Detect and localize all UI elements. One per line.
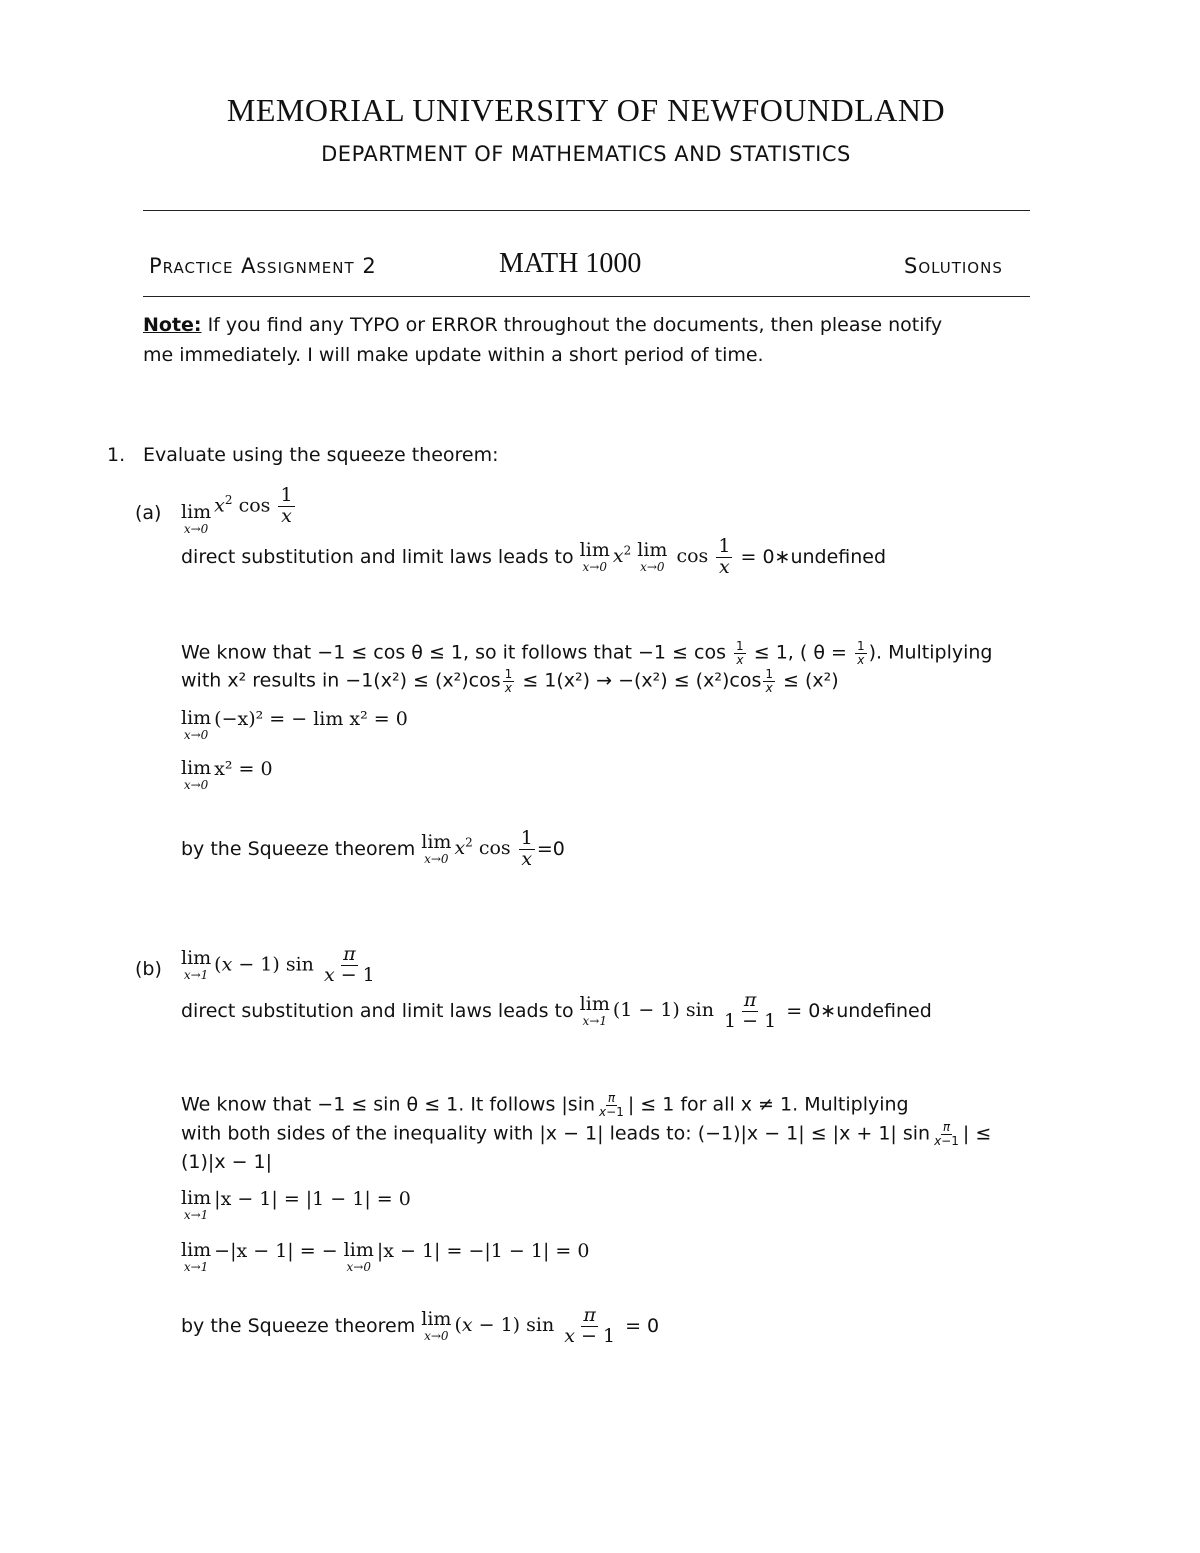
note-label: Note: [143,314,202,336]
department-title: DEPARTMENT OF MATHEMATICS AND STATISTICS [321,142,851,166]
part-b-squeeze-line: by the Squeeze theorem lim x→0 (x − 1) sin $\frac{\pi}{x - 1}$ = 0 [181,1304,660,1347]
assignment-label: Practice Assignment 2 [149,254,377,278]
part-a-know-line: We know that −1 ≤ cos θ ≤ 1, so it follows that −1 ≤ cos $\frac{1}{x}$ ≤ 1, ( θ = $\frac{1}{x}$ ). Multiplying [181,639,993,667]
part-b-mult-line-2: (1)|x − 1| [181,1151,273,1173]
note-line-2: me immediately. I will make update within a short period of time. [143,344,764,366]
q1-prompt: Evaluate using the squeeze theorem: [143,444,499,466]
part-b-mult-line: with both sides of the inequality with |x − 1| leads to: (−1)|x − 1| ≤ |x + 1| sin $\frac{\pi}{x-1}$ | ≤ [181,1120,992,1148]
part-b-squeeze-text: by the Squeeze theorem [181,1314,416,1337]
note-text-1: If you find any TYPO or ERROR throughout the documents, then please notify [207,314,943,336]
part-a-eq-1-text: (−x)² = − lim x² = 0 [214,708,408,730]
part-b-eq-1-text: |x − 1| = |1 − 1| = 0 [214,1188,411,1210]
part-b-direct-result: = 0∗undefined [786,999,932,1022]
part-a-direct-text: direct substitution and limit laws leads to [181,545,574,568]
part-a-squeeze-result: =0 [536,837,565,860]
bottom-rule [143,296,1030,297]
part-a-mult-text-3: ≤ (x²) [783,669,839,692]
part-a-mult-line: with x² results in −1(x²) ≤ (x²)cos $\frac{1}{x}$ ≤ 1(x²) → −(x²) ≤ (x²)cos $\frac{1}{x}$ ≤ (x²) [181,667,839,695]
part-a-mult-text-2: ≤ 1(x²) → −(x²) ≤ (x²)cos [522,669,762,692]
q1-number: 1. [107,444,126,466]
note-line-1 [143,314,942,336]
part-a-eq-1: lim x→0 (−x)² = − lim x² = 0 [181,707,408,742]
part-b-know-line: We know that −1 ≤ sin θ ≤ 1. It follows |sin $\frac{\pi}{x-1}$ | ≤ 1 for all x ≠ 1. Multiplying [181,1091,909,1119]
part-a-know-text-3: ). Multiplying [868,641,993,664]
part-b-know-text: We know that −1 ≤ sin θ ≤ 1. It follows |sin [181,1093,596,1116]
part-a-know-text: We know that −1 ≤ cos θ ≤ 1, so it follows that −1 ≤ cos [181,641,726,664]
part-a-eq-2: lim x→0 x² = 0 [181,757,273,792]
top-rule [143,210,1030,211]
part-b-eq-2: lim x→1 −|x − 1| = − lim x→0 |x − 1| = −|1 − 1| = 0 [181,1239,590,1274]
part-b-eq-2-text-b: |x − 1| = −|1 − 1| = 0 [376,1240,590,1262]
part-a-squeeze-text: by the Squeeze theorem [181,837,416,860]
part-b-mult-text-2: | ≤ [962,1122,992,1145]
part-b-mult-text: with both sides of the inequality with |x − 1| leads to: (−1)|x − 1| ≤ |x + 1| sin [181,1122,931,1145]
part-a-mult-text: with x² results in −1(x²) ≤ (x²)cos [181,669,501,692]
part-a-direct-result: = 0∗undefined [740,545,887,568]
part-b-label: (b) [135,958,162,980]
course-code: MATH 1000 [499,248,642,279]
university-title: MEMORIAL UNIVERSITY OF NEWFOUNDLAND [226,92,946,128]
part-b-expression: lim x→1 (x − 1) sin $\frac{\pi}{x - 1}$ [181,943,375,986]
part-b-eq-2-text-a: −|x − 1| = − [214,1240,338,1262]
solutions-label: Solutions [904,254,1003,278]
part-a-direct-line: direct substitution and limit laws leads to lim x→0 $x^2$ lim x→0 cos $\frac{1}{x}$ = 0∗undefined [181,535,887,578]
part-b-direct-text: direct substitution and limit laws leads to [181,999,574,1022]
part-a-eq-2-text: x² = 0 [214,758,273,780]
part-a-label: (a) [135,502,162,524]
part-a-know-text-2: ≤ 1, ( θ = [753,641,847,664]
part-b-eq-1: lim x→1 |x − 1| = |1 − 1| = 0 [181,1187,411,1222]
part-b-squeeze-result: = 0 [625,1314,660,1337]
part-b-direct-line: direct substitution and limit laws leads to lim x→1 (1 − 1) sin $\frac{\pi}{1 - 1}$ = 0∗undefined [181,989,932,1032]
part-b-know-text-2: | ≤ 1 for all x ≠ 1. Multiplying [627,1093,909,1116]
part-a-squeeze-line: by the Squeeze theorem lim x→0 $x^2$ cos $\frac{1}{x}$ =0 [181,827,565,870]
part-a-expression: lim x→0 $x^2$ cos $\frac{1}{x}$ [181,484,293,536]
